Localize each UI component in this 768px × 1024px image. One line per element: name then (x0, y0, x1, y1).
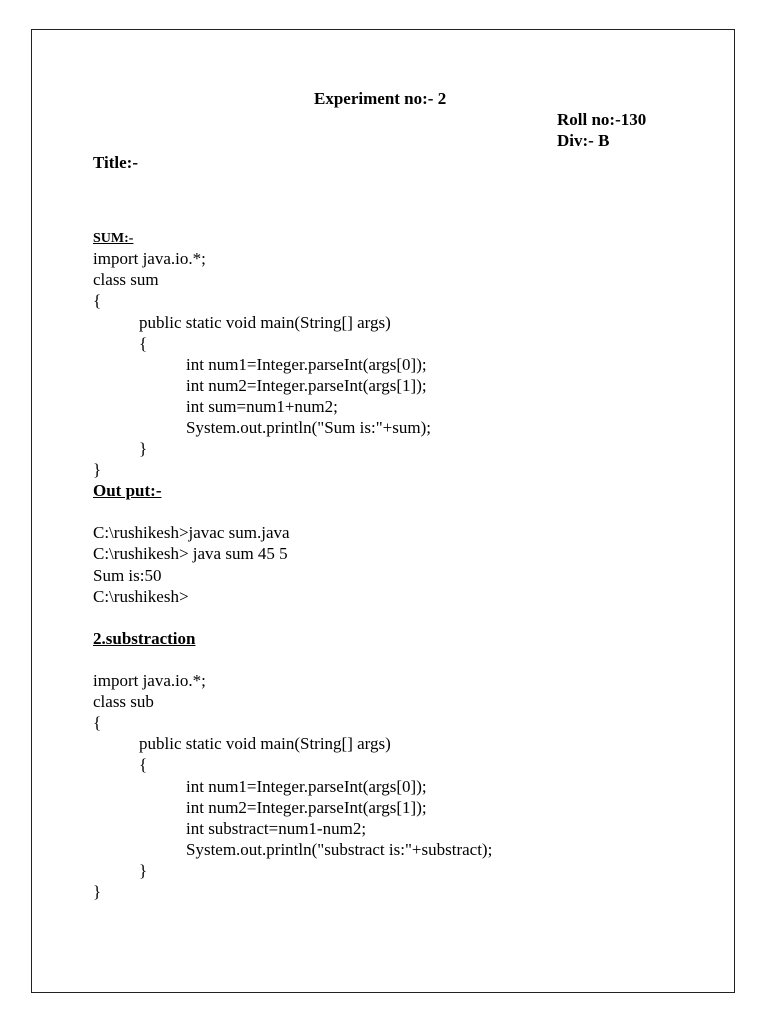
code-line: int num2=Integer.parseInt(args[1]); (186, 376, 427, 395)
title-label: Title:- (93, 153, 139, 172)
output-heading: Out put:- (93, 481, 162, 500)
code-line: } (139, 439, 148, 458)
sum-heading: SUM:- (93, 231, 134, 246)
roll-number: Roll no:-130 (557, 110, 647, 129)
code-line: import java.io.*; (93, 671, 206, 690)
code-line: } (139, 861, 148, 880)
code-line: { (139, 334, 148, 353)
code-line: int sum=num1+num2; (186, 397, 338, 416)
output-line: C:\rushikesh> java sum 45 5 (93, 544, 288, 563)
code-line: System.out.println("Sum is:"+sum); (186, 418, 431, 437)
code-line: } (93, 882, 102, 901)
code-line: int num1=Integer.parseInt(args[0]); (186, 777, 427, 796)
code-line: public static void main(String[] args) (139, 313, 391, 332)
code-line: int num2=Integer.parseInt(args[1]); (186, 798, 427, 817)
code-line: public static void main(String[] args) (139, 734, 391, 753)
experiment-heading: Experiment no:- 2 (314, 89, 447, 108)
code-line: class sum (93, 270, 159, 289)
output-line: C:\rushikesh> (93, 587, 189, 606)
code-line: int substract=num1-num2; (186, 819, 367, 838)
code-line: { (93, 291, 102, 310)
code-line: int num1=Integer.parseInt(args[0]); (186, 355, 427, 374)
code-line: { (93, 713, 102, 732)
code-line: class sub (93, 692, 154, 711)
output-line: Sum is:50 (93, 566, 162, 585)
code-line: { (139, 755, 148, 774)
output-line: C:\rushikesh>javac sum.java (93, 523, 290, 542)
code-line: import java.io.*; (93, 249, 206, 268)
substraction-heading: 2.substraction (93, 629, 196, 648)
division: Div:- B (557, 131, 610, 150)
code-line: } (93, 460, 102, 479)
code-line: System.out.println("substract is:"+substract); (186, 840, 493, 859)
